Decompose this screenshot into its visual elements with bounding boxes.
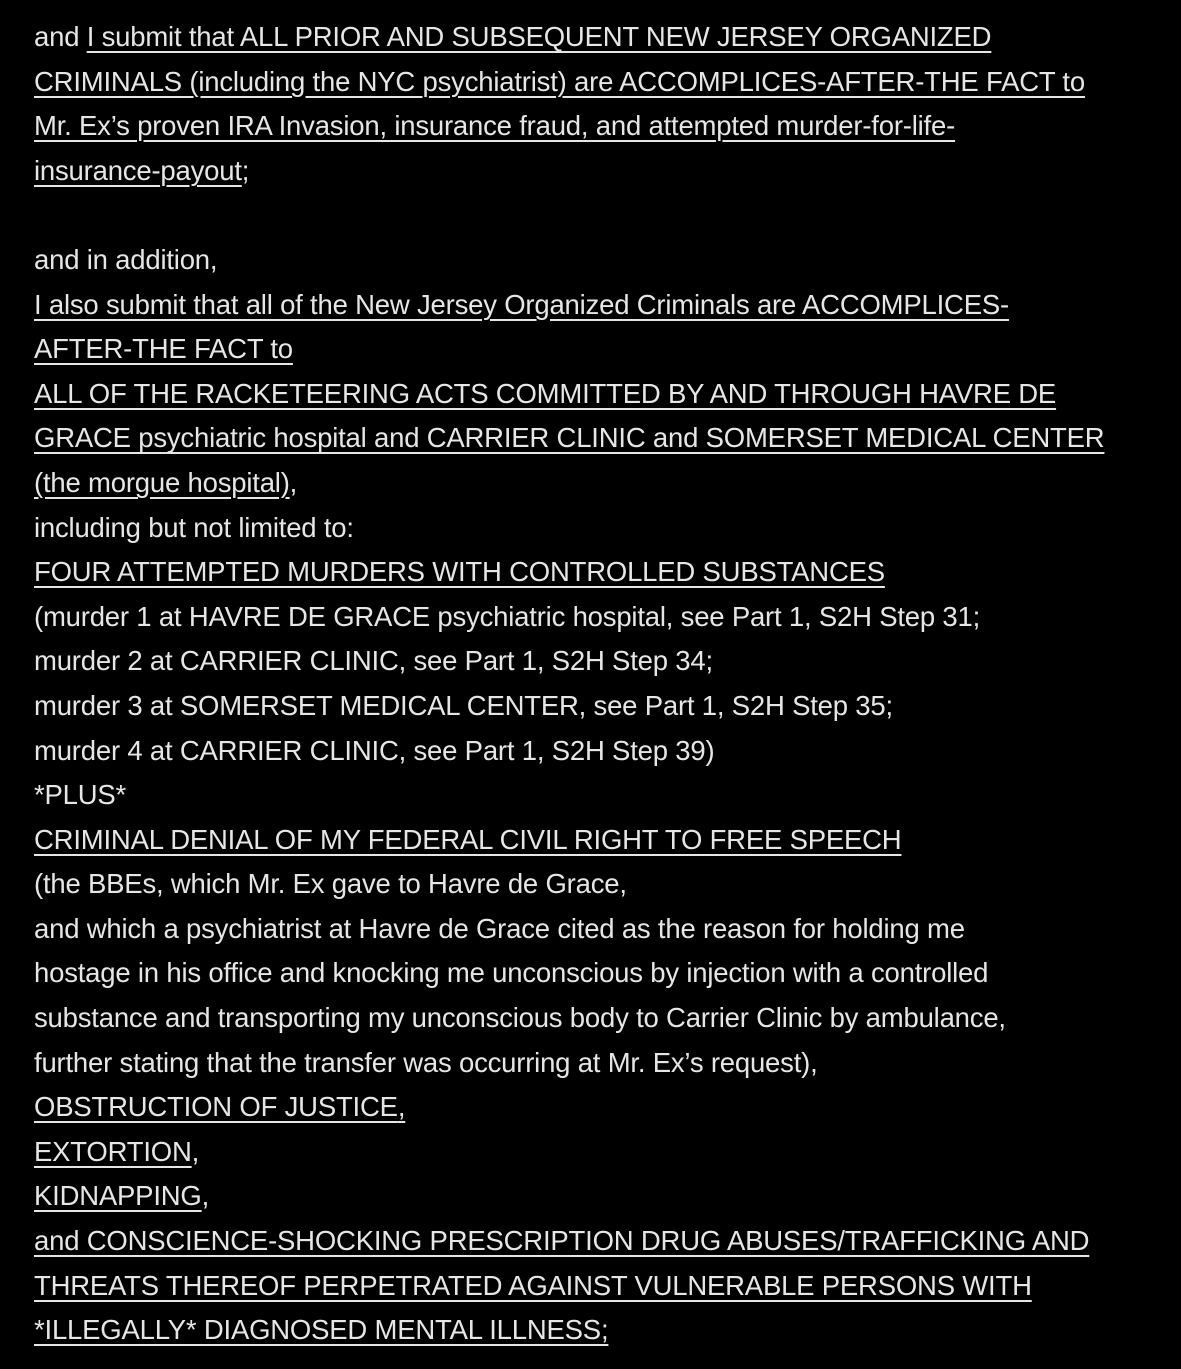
final-text: and CONSCIENCE-SHOCKING PRESCRIPTION DRUG ABUSES/TRAFFICKING AND xyxy=(34,1225,1090,1257)
kidnapping-line xyxy=(34,1174,1169,1219)
speech-heading-line xyxy=(34,818,1169,863)
claim-text: I also submit that all of the New Jersey Organized Criminals are ACCOMPLICES- xyxy=(34,288,1009,320)
paragraph1-lead: and xyxy=(34,21,87,52)
kidnapping-comma: , xyxy=(201,1180,210,1212)
obstruction-text: OBSTRUCTION OF JUSTICE xyxy=(34,1091,398,1123)
obstruction-line xyxy=(34,1085,1169,1130)
final-text: *ILLEGALLY* DIAGNOSED MENTAL ILLNESS; xyxy=(34,1314,609,1346)
claim-line xyxy=(34,327,1169,372)
document-body xyxy=(34,15,1169,1353)
final-line xyxy=(34,1264,1169,1309)
acts-line xyxy=(34,372,1169,417)
paragraph1-line2 xyxy=(34,60,1169,105)
paragraph1-line4 xyxy=(34,149,1169,194)
paragraph1-line3 xyxy=(34,104,1169,149)
extortion-comma: , xyxy=(191,1135,200,1167)
murders-heading-line xyxy=(34,550,1169,595)
acts-comma: , xyxy=(289,466,298,498)
blank-line xyxy=(34,193,1169,238)
acts-line xyxy=(34,416,1169,461)
paragraph1-line1 xyxy=(34,15,1169,60)
paragraph1-underlined-text: CRIMINALS (including the NYC psychiatrist) are ACCOMPLICES-AFTER-THE FACT to xyxy=(34,65,1085,97)
speech-heading: CRIMINAL DENIAL OF MY FEDERAL CIVIL RIGHT TO FREE SPEECH xyxy=(34,823,902,855)
acts-text: (the morgue hospital) xyxy=(34,466,290,498)
acts-line xyxy=(34,461,1169,506)
speech-detail: substance and transporting my unconscious body to Carrier Clinic by ambulance, xyxy=(34,1002,1006,1034)
extortion-text: EXTORTION xyxy=(34,1135,192,1167)
paragraph1-semicolon: ; xyxy=(241,154,250,186)
murder-item: murder 2 at CARRIER CLINIC, see Part 1, S2H Step 34; xyxy=(34,645,713,677)
claim-text: AFTER-THE FACT to xyxy=(34,333,293,365)
murder-item: (murder 1 at HAVRE DE GRACE psychiatric hospital, see Part 1, S2H Step 31; xyxy=(34,600,981,632)
speech-detail: and which a psychiatrist at Havre de Grace cited as the reason for holding me xyxy=(34,912,965,944)
final-line xyxy=(34,1308,1169,1353)
paragraph1-underlined-text: Mr. Ex’s proven IRA Invasion, insurance fraud, and attempted murder-for-life- xyxy=(34,110,956,142)
murder-item: murder 4 at CARRIER CLINIC, see Part 1, S2H Step 39) xyxy=(34,734,715,766)
paragraph1-underlined-text: I submit that ALL PRIOR AND SUBSEQUENT NEW JERSEY ORGANIZED xyxy=(86,21,992,52)
final-text: THREATS THEREOF PERPETRATED AGAINST VULNERABLE PERSONS WITH xyxy=(34,1269,1032,1301)
speech-detail: further stating that the transfer was occurring at Mr. Ex’s request), xyxy=(34,1046,818,1078)
acts-text: ALL OF THE RACKETEERING ACTS COMMITTED BY AND THROUGH HAVRE DE xyxy=(34,377,1057,409)
speech-detail: hostage in his office and knocking me unconscious by injection with a controlled xyxy=(34,957,989,989)
including-line: including but not limited to: xyxy=(34,511,354,543)
paragraph1-underlined-text: insurance-payout xyxy=(34,154,242,186)
extortion-line xyxy=(34,1130,1169,1175)
addition-intro: and in addition, xyxy=(34,243,218,275)
obstruction-comma: , xyxy=(397,1091,406,1123)
final-line xyxy=(34,1219,1169,1264)
acts-text: GRACE psychiatric hospital and CARRIER CLINIC and SOMERSET MEDICAL CENTER xyxy=(34,422,1105,454)
murder-item: murder 3 at SOMERSET MEDICAL CENTER, see Part 1, S2H Step 35; xyxy=(34,689,893,721)
claim-line xyxy=(34,283,1169,328)
plus-line: *PLUS* xyxy=(34,779,127,811)
murders-heading: FOUR ATTEMPTED MURDERS WITH CONTROLLED SUBSTANCES xyxy=(34,556,885,588)
speech-detail: (the BBEs, which Mr. Ex gave to Havre de Grace, xyxy=(34,868,627,900)
kidnapping-text: KIDNAPPING xyxy=(34,1180,202,1212)
